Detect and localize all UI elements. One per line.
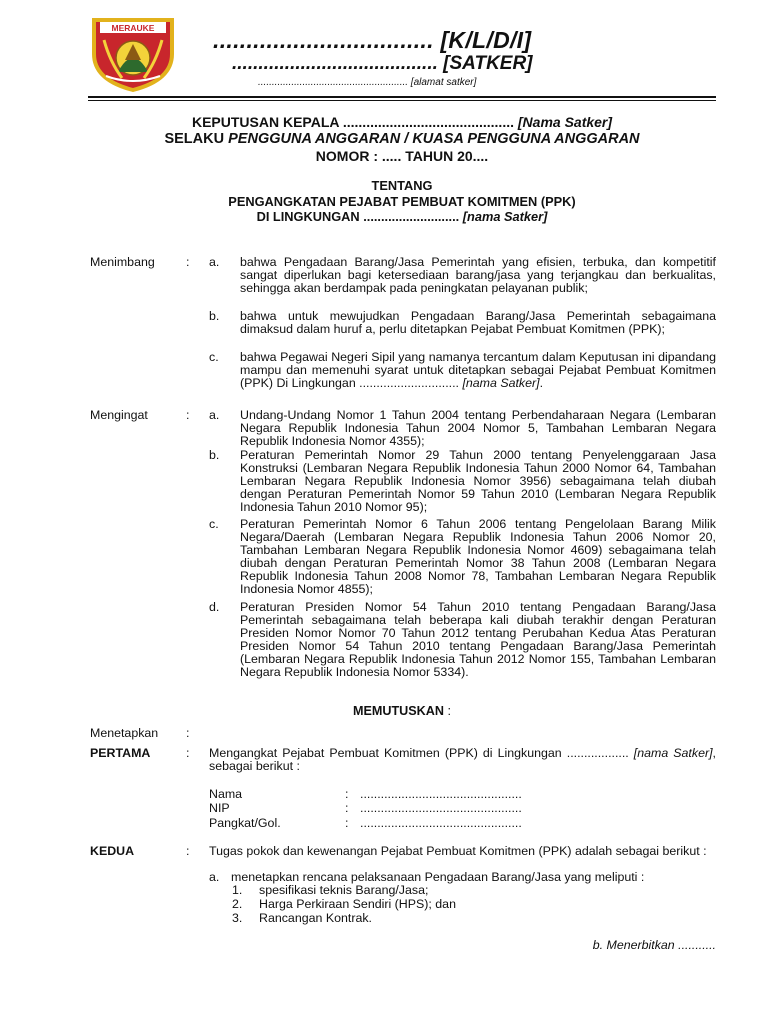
decree-title-line1: KEPUTUSAN KEPALA ............................................ [Nama Satker] [191,114,613,130]
kedua-sub-letter: a. [209,870,220,884]
mengingat-label: Mengingat [90,408,148,422]
menetapkan-colon: : [186,726,190,740]
menimbang-colon: : [186,255,190,269]
letterhead-rule-thin [88,100,716,101]
field-nama-value: ............................................... [360,787,522,801]
mengingat-colon: : [186,408,190,422]
kedua-list-item-1: spesifikasi teknis Barang/Jasa; [259,883,429,897]
kedua-list-item-2: Harga Perkiraan Sendiri (HPS); dan [259,897,456,911]
mengingat-letter-d: d. [209,600,220,614]
pertama-colon: : [186,746,190,760]
field-nama-label: Nama [209,787,243,801]
menimbang-item-a: bahwa Pengadaan Barang/Jasa Pemerintah yang efisien, terbuka, dan kompetitif sangat diperlukan bagi ketersediaan barang/jasa yang terjangkau dan berkualitas, sehingga akan berdampak pada peningkatan pelayanan publik; [240,255,716,296]
letterhead-rule-thick [88,96,716,98]
mengingat-letter-c: c. [209,517,219,531]
kedua-list-num-3: 3. [232,911,243,925]
unit-address: ...................................................... [alamat satker] [258,77,477,88]
kedua-list-item-3: Rancangan Kontrak. [259,911,372,925]
subject-line1: PENGANGKATAN PEJABAT PEMBUAT KOMITMEN (PPK) [228,194,576,209]
menimbang-letter-b: b. [209,309,220,323]
menimbang-letter-a: a. [209,255,220,269]
kedua-colon: : [186,844,190,858]
menimbang-item-c: bahwa Pegawai Negeri Sipil yang namanya tercantum dalam Keputusan ini dipandang mampu dan memenuhi syarat untuk ditetapkan sebagai Pejabat Pembuat Komitmen (PPK) Di Lingkungan ............................. [nama Satker]. [240,350,716,391]
field-nip-label: NIP [209,801,230,815]
subject-line2: DI LINGKUNGAN ........................... [nama Satker] [256,209,548,224]
mengingat-letter-b: b. [209,448,220,462]
regional-emblem-logo [88,14,178,92]
kedua-label: KEDUA [90,844,135,858]
kedua-list-num-1: 1. [232,883,243,897]
mengingat-item-d: Peraturan Presiden Nomor 54 Tahun 2010 tentang Pengadaan Barang/Jasa Pemerintah sebagaimana telah beberapa kali diubah terakhir dengan Peraturan Presiden Nomor Nomor 70 Tahun 2012 tentang Perubahan Kedua Atas Peraturan Presiden Nomor 54 Tahun 2010 tentang Pengadaan Barang/Jasa Pemerintah (Lembaran Negara Republik Indonesia Tahun 2012 Nomor 155, Tambahan Lembaran Negara Republik Indonesia Nomor 5334). [240,600,716,680]
decree-title-line2: SELAKU PENGGUNA ANGGARAN / KUASA PENGGUNA ANGGARAN [164,131,640,147]
kedua-sub-text: menetapkan rencana pelaksanaan Pengadaan Barang/Jasa yang meliputi : [231,870,645,884]
pertama-text: Mengangkat Pejabat Pembuat Komitmen (PPK) di Lingkungan .................. [nama Satker], sebagai berikut : [209,746,716,774]
decree-number: NOMOR : ..... TAHUN 20.... [315,148,489,164]
menetapkan-label: Menetapkan [90,726,159,740]
menimbang-letter-c: c. [209,350,219,364]
field-nama-colon: : [345,787,349,801]
kedua-text: Tugas pokok dan kewenangan Pejabat Pembuat Komitmen (PPK) adalah sebagai berikut : [209,844,707,858]
mengingat-item-c: Peraturan Pemerintah Nomor 6 Tahun 2006 tentang Pengelolaan Barang Milik Negara/Daerah (Lembaran Negara Republik Indonesia Tahun 2006 Nomor 20, Tambahan Lembaran Negara Republik Indonesia Nomor 4609) sebagaimana telah diubah dengan Peraturan Pemerintah Nomor 38 Tahun 2008 (Lembaran Negara Republik Indonesia Tahun 2008 Nomor 78, Tambahan Lembaran Negara Republik Indonesia Nomor 4855); [240,517,716,597]
memutuskan-heading: MEMUTUSKAN : [353,704,451,718]
institution-name: ................................. [K/L/D/I] [213,27,532,53]
pertama-label: PERTAMA [90,746,151,760]
unit-name: ....................................... [SATKER] [232,53,533,74]
logo-text: MERAUKE [111,23,155,33]
field-pangkat-label: Pangkat/Gol. [209,816,281,830]
mengingat-letter-a: a. [209,408,220,422]
field-pangkat-value: ............................................... [360,816,522,830]
field-nip-colon: : [345,801,349,815]
mengingat-item-b: Peraturan Pemerintah Nomor 29 Tahun 2000 tentang Penyelenggaraan Jasa Konstruksi (Lembaran Negara Republik Indonesia Tahun 2000 Nomor 64, Tambahan Lembaran Negara Republik Indonesia Nomor 3956) sebagaimana telah diubah dengan Peraturan Pemerintah Nomor 59 Tahun 2010 (Lembaran Negara Republik Indonesia Tahun 2010 Nomor 95); [240,448,716,515]
field-pangkat-colon: : [345,816,349,830]
page-catchword: b. Menerbitkan ........... [592,938,716,952]
kedua-list-num-2: 2. [232,897,243,911]
field-nip-value: ............................................... [360,801,522,815]
mengingat-item-a: Undang-Undang Nomor 1 Tahun 2004 tentang Perbendaharaan Negara (Lembaran Negara Republik Indonesia Tahun 2004 Nomor 5, Tambahan Lembaran Negara Republik Indonesia Nomor 4355); [240,408,716,449]
menimbang-label: Menimbang [90,255,155,269]
menimbang-item-b: bahwa untuk mewujudkan Pengadaan Barang/Jasa Pemerintah sebagaimana dimaksud dalam huruf a, perlu ditetapkan Pejabat Pembuat Komitmen (PPK); [240,309,716,337]
tentang-heading: TENTANG [371,178,433,193]
